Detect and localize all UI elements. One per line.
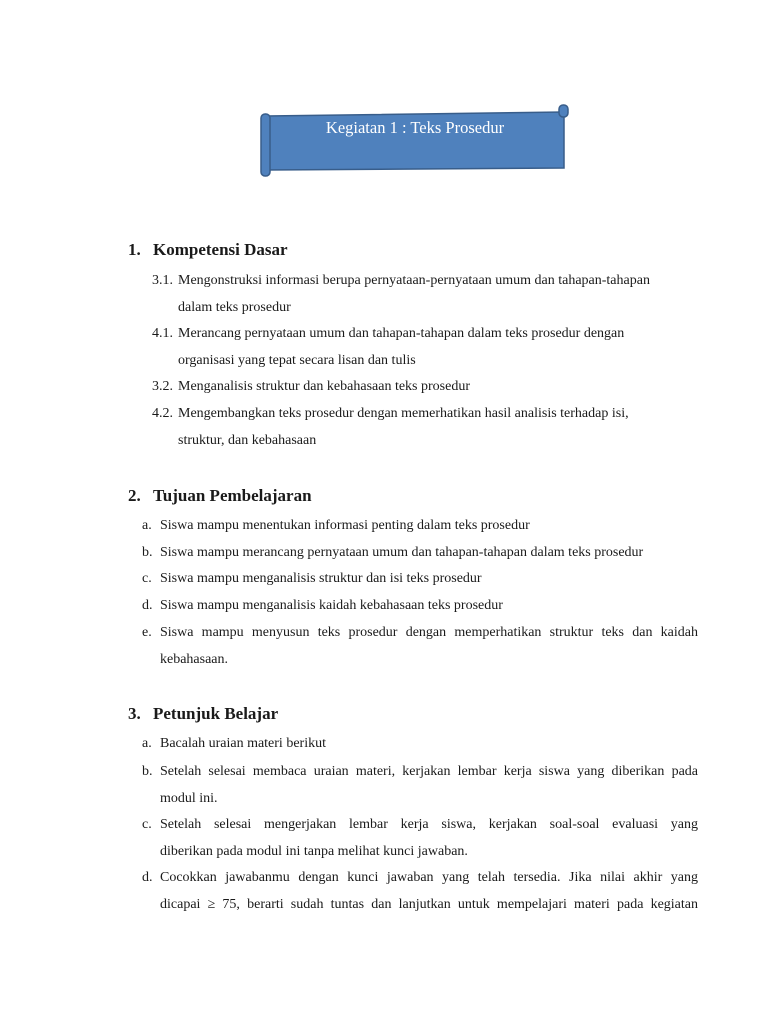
list-item [142, 811, 698, 865]
item-text: Mengembangkan teks prosedur dengan memerhatikan hasil analisis terhadap isi, [178, 406, 629, 421]
item-text: Menganalisis struktur dan kebahasaan teks prosedur [178, 379, 470, 394]
item-text-continued: diberikan pada modul ini tanpa melihat kunci jawaban. [160, 844, 468, 859]
banner-title: Kegiatan 1 : Teks Prosedur [325, 118, 505, 137]
item-text: Siswa mampu merancang pernyataan umum dan tahapan-tahapan dalam teks prosedur [160, 545, 644, 560]
item-text-continued: struktur, dan kebahasaan [178, 433, 317, 448]
item-text: Siswa mampu menentukan informasi penting dalam teks prosedur [160, 518, 530, 533]
item-text: Siswa mampu menganalisis kaidah kebahasaan teks prosedur [160, 598, 503, 613]
list-item [142, 864, 698, 918]
item-text-continued: dalam teks prosedur [178, 300, 291, 315]
list-item [142, 565, 698, 592]
list-item [152, 400, 692, 454]
item-text: Setelah selesai mengerjakan lembar kerja siswa, kerjakan soal-soal evaluasi yang [160, 817, 698, 832]
list-item [142, 539, 698, 566]
item-marker: d. [142, 598, 153, 613]
item-text: Cocokkan jawabanmu dengan kunci jawaban yang telah tersedia. Jika nilai akhir yang [160, 870, 698, 885]
item-text-continued: dicapai ≥ 75, berarti sudah tuntas dan lanjutkan untuk mempelajari materi pada kegiatan [160, 897, 698, 912]
item-text: Merancang pernyataan umum dan tahapan-tahapan dalam teks prosedur dengan [178, 326, 625, 341]
section-number: 2. [128, 486, 141, 505]
list-item [142, 619, 698, 673]
list-item [152, 373, 692, 400]
item-text-continued: kebahasaan. [160, 652, 229, 667]
section-title: Petunjuk Belajar [153, 704, 279, 723]
scroll-banner-shape [258, 104, 572, 178]
list-item [152, 267, 692, 321]
item-marker: e. [142, 625, 152, 640]
item-marker: 4.1. [152, 326, 173, 341]
list-item [142, 512, 698, 539]
item-marker: c. [142, 571, 152, 586]
section-heading-kompetensi-dasar [128, 239, 288, 261]
item-text: Setelah selesai membaca uraian materi, kerjakan lembar kerja siswa yang diberikan pada [160, 764, 698, 779]
item-text: Siswa mampu menyusun teks prosedur dengan memperhatikan struktur teks dan kaidah [160, 625, 698, 640]
item-marker: b. [142, 764, 153, 779]
item-text-continued: modul ini. [160, 791, 218, 806]
item-marker: d. [142, 870, 153, 885]
item-marker: a. [142, 736, 152, 751]
section-number: 1. [128, 240, 141, 259]
section-number: 3. [128, 704, 141, 723]
list-item [142, 730, 698, 757]
item-marker: a. [142, 518, 152, 533]
list-item [142, 758, 698, 812]
section-heading-tujuan-pembelajaran [128, 485, 312, 507]
item-marker: 3.2. [152, 379, 173, 394]
list-item [152, 320, 692, 374]
item-marker: 3.1. [152, 273, 173, 288]
item-text: Mengonstruksi informasi berupa pernyataan-pernyataan umum dan tahapan-tahapan [178, 273, 650, 288]
section-title: Kompetensi Dasar [153, 240, 288, 259]
item-marker: c. [142, 817, 152, 832]
item-marker: 4.2. [152, 406, 173, 421]
item-text-continued: organisasi yang tepat secara lisan dan tulis [178, 353, 416, 368]
item-text: Bacalah uraian materi berikut [160, 736, 326, 751]
section-title: Tujuan Pembelajaran [153, 486, 312, 505]
section-heading-petunjuk-belajar [128, 703, 278, 725]
item-marker: b. [142, 545, 153, 560]
title-banner [258, 104, 572, 178]
list-item [142, 592, 698, 619]
item-text: Siswa mampu menganalisis struktur dan isi teks prosedur [160, 571, 482, 586]
